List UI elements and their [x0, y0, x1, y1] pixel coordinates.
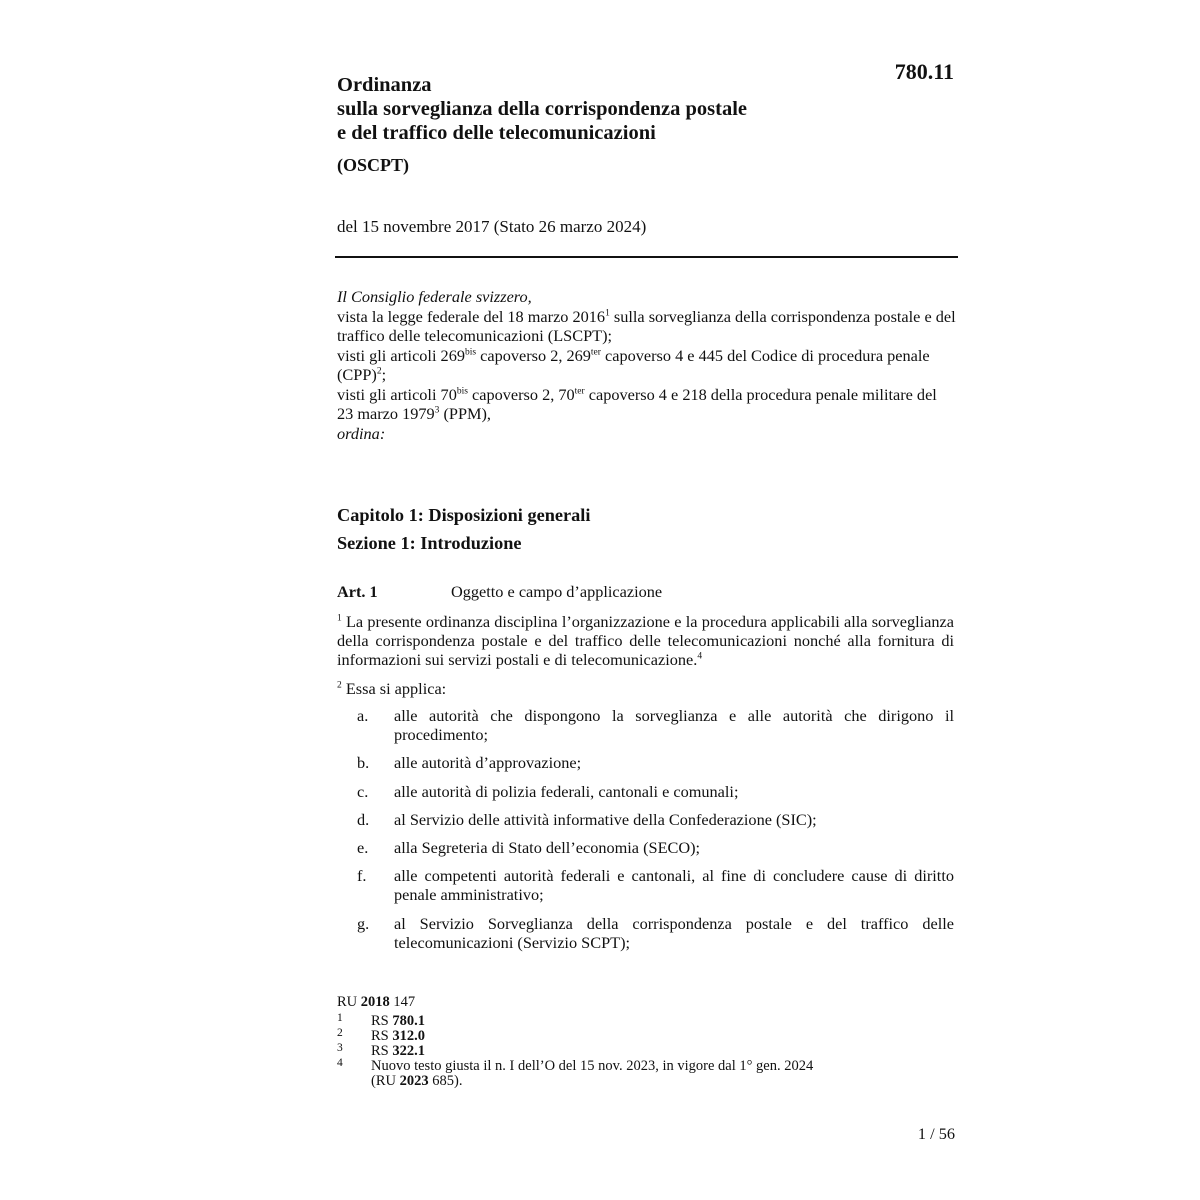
document-date: del 15 novembre 2017 (Stato 26 marzo 2024) [337, 217, 647, 236]
footnote: 4 Nuovo testo giusta il n. I dell’O del 15 nov. 2023, in vigore dal 1° gen. 2024 (RU 2023 685). [337, 1057, 814, 1089]
document-abbreviation: (OSCPT) [337, 155, 409, 175]
footnote: 1 RS 780.1 [337, 1012, 425, 1029]
list-item: a. alle autorità che dispongono la sorveglianza e alle autorità che dirigono il procedimento; [357, 706, 954, 745]
list-item: g. al Servizio Sorveglianza della corrispondenza postale e del traffico delle telecomunicazioni (Servizio SCPT); [357, 913, 954, 952]
list-item: d. al Servizio delle attività informative della Confederazione (SIC); [357, 809, 817, 829]
footnote-ref[interactable]: 4 [697, 651, 703, 662]
footnote: 2 RS 312.0 [337, 1027, 425, 1044]
footnote-ref[interactable]: 2 [376, 366, 382, 377]
preamble-basis-1: vista la legge federale del 18 marzo 2016$^1$ sulla sorveglianza della corrispondenza postale e del traffico delle telecomunicazioni (LSCPT); [337, 306, 956, 345]
article-letter-list [337, 706, 954, 961]
preamble-basis-3: visti gli articoli $70^{bis}$ capoverso 2, $70^{ter}$ capoverso 4 e 218 della procedura penale militare del 23 marzo 1979$^3$ (PPM), [337, 384, 937, 423]
title-divider [335, 256, 958, 258]
preamble-basis-2: visti gli articoli $269^{bis}$ capoverso 2, $269^{ter}$ capoverso 4 e 445 del Codice di procedura penale (CPP)$^2$; [337, 345, 930, 384]
list-item: f. alle competenti autorità federali e cantonali, al fine di concludere cause di diritto penale amministrativo; [357, 866, 954, 905]
article-title: Oggetto e campo d’applicazione [451, 582, 663, 601]
sr-number: 780.11 [894, 59, 954, 84]
footnote-ref[interactable]: 1 [605, 308, 610, 319]
article-heading [337, 581, 957, 603]
footnote: 3 RS 322.1 [337, 1042, 425, 1059]
title-line: Ordinanza [337, 74, 432, 96]
footnotes [337, 1014, 897, 1089]
title-line: sulla sorveglianza della corrispondenza postale [337, 98, 747, 120]
page-number: 1 / 56 [917, 1124, 955, 1143]
ru-reference: RU 2018 147 [337, 994, 416, 1010]
footnote-ref[interactable]: 3 [434, 405, 440, 416]
list-item: e. alla Segreteria di Stato dell’economia (SECO); [357, 838, 701, 858]
preamble-decree: ordina: [337, 423, 386, 443]
article-paragraph-1: $^1$ La presente ordinanza disciplina l’organizzazione e la procedura applicabili alla sorveglianza della corrispondenza postale e del traffico delle telecomunicazioni nonché alla fornitura di informazioni sui servizi postali e di telecomunicazione.$^4$ [337, 612, 954, 670]
preamble-issuer: Il Consiglio federale svizzero, [337, 287, 532, 306]
list-item: b. alle autorità d’approvazione; [357, 753, 582, 773]
list-item: c. alle autorità di polizia federali, cantonali e comunali; [357, 781, 739, 801]
article-paragraph-2: $^2$ Essa si applica: [337, 679, 447, 698]
chapter-heading: Capitolo 1: Disposizioni generali [337, 505, 591, 525]
document-title [337, 73, 897, 145]
title-line: e del traffico delle telecomunicazioni [337, 122, 656, 144]
section-heading: Sezione 1: Introduzione [337, 533, 522, 553]
preamble [337, 287, 957, 443]
article-number: Art. 1 [337, 582, 378, 601]
